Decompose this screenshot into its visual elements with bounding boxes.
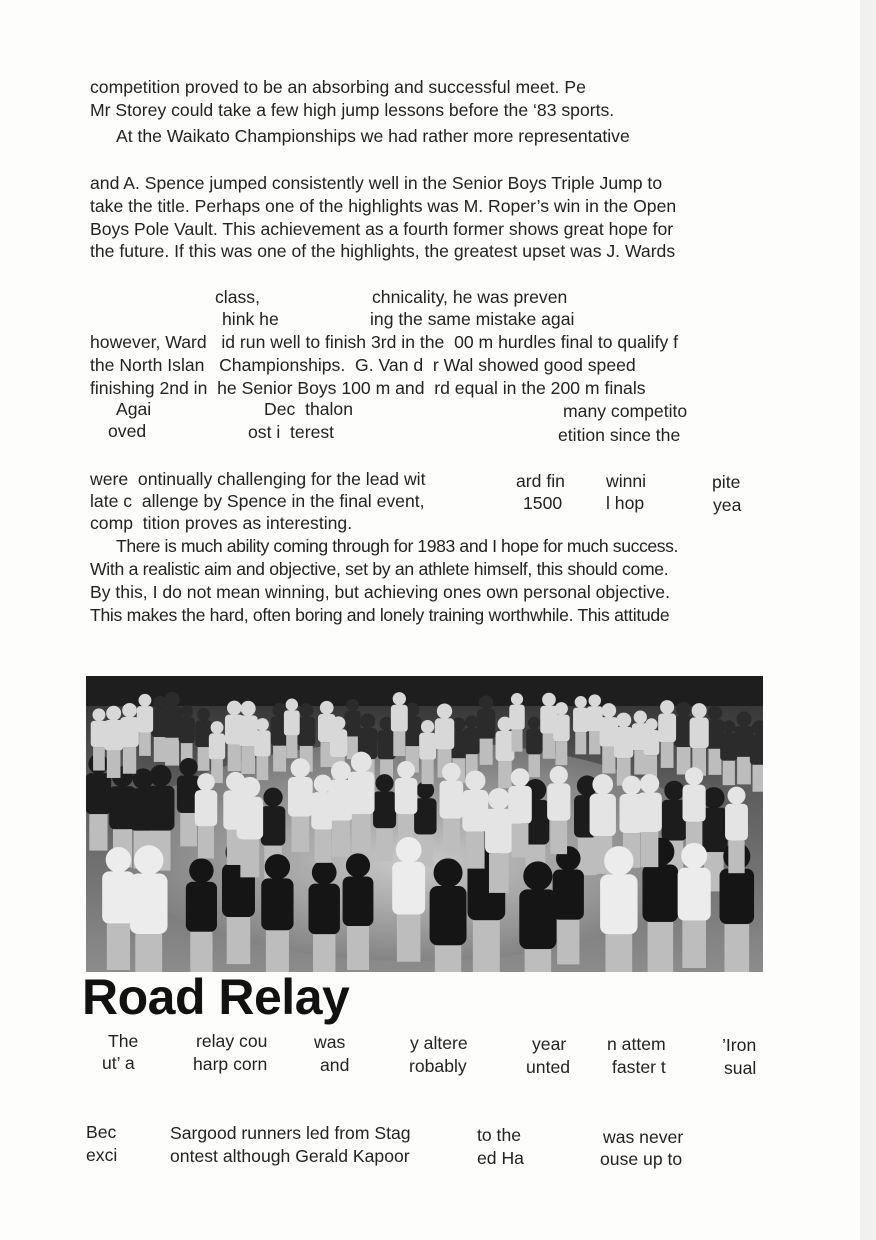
text-line: and A. Spence jumped consistently well in the Senior Boys Triple Jump to bbox=[90, 173, 663, 193]
text-fragment: ard fin bbox=[516, 471, 565, 491]
text-line: This makes the hard, often boring and lonely training worthwhile. This attitude bbox=[90, 605, 670, 625]
text-fragment: ouse up to bbox=[600, 1149, 683, 1169]
text-line: the North Islan Championships. G. Van d r Wal showed good speed bbox=[90, 355, 636, 375]
text-line: the future. If this was one of the highlights, the greatest upset was J. Wards bbox=[90, 241, 676, 261]
text-fragment: 1500 bbox=[523, 493, 563, 513]
text-fragment: and bbox=[320, 1055, 350, 1075]
section-heading: Road Relay bbox=[82, 969, 350, 1025]
text-fragment: y altere bbox=[410, 1033, 468, 1053]
text-fragment: year bbox=[532, 1034, 567, 1054]
text-fragment: etition since the bbox=[558, 425, 681, 445]
text-fragment: Agai bbox=[116, 399, 152, 419]
text-fragment: Bec bbox=[86, 1122, 117, 1142]
text-line: however, Ward id run well to finish 3rd in the 00 m hurdles final to qualify f bbox=[90, 332, 679, 352]
text-fragment: ost i terest bbox=[248, 422, 335, 442]
text-fragment: pite bbox=[712, 472, 741, 492]
text-fragment: ed Ha bbox=[477, 1148, 524, 1168]
text-line: Mr Storey could take a few high jump lessons before the ‘83 sports. bbox=[90, 100, 615, 120]
text-line: competition proved to be an absorbing and successful meet. Pe bbox=[90, 77, 586, 97]
text-line: finishing 2nd in he Senior Boys 100 m and rd equal in the 200 m finals bbox=[90, 378, 646, 398]
text-fragment: ’Iron bbox=[722, 1035, 757, 1055]
text-fragment: sual bbox=[724, 1058, 757, 1078]
text-fragment: Dec thalon bbox=[264, 399, 353, 419]
text-fragment: was bbox=[314, 1032, 346, 1052]
text-line: With a realistic aim and objective, set by an athlete himself, this should come. bbox=[90, 559, 669, 579]
page-edge-shadow bbox=[860, 0, 876, 1240]
text-line: Boys Pole Vault. This achievement as a fourth former shows great hope for bbox=[90, 219, 674, 239]
text-fragment: exci bbox=[86, 1145, 118, 1165]
text-fragment: l hop bbox=[606, 493, 645, 513]
text-fragment: ut’ a bbox=[102, 1053, 135, 1073]
text-line: By this, I do not mean winning, but achieving ones own personal objective. bbox=[90, 582, 670, 602]
text-fragment: n attem bbox=[607, 1034, 666, 1054]
text-fragment: The bbox=[108, 1031, 139, 1051]
text-fragment: harp corn bbox=[193, 1054, 268, 1074]
text-fragment: to the bbox=[477, 1125, 522, 1145]
text-fragment: unted bbox=[526, 1057, 571, 1077]
text-line: At the Waikato Championships we had rather more representative bbox=[116, 126, 630, 146]
text-fragment: comp tition proves as interesting. bbox=[90, 513, 353, 533]
text-fragment: hink he bbox=[222, 309, 279, 329]
text-fragment: winni bbox=[606, 471, 647, 491]
text-fragment: relay cou bbox=[196, 1031, 268, 1051]
text-fragment: ontest although Gerald Kapoor bbox=[170, 1146, 410, 1166]
text-fragment: ing the same mistake agai bbox=[370, 309, 575, 329]
text-fragment: Sargood runners led from Stag bbox=[170, 1123, 411, 1143]
text-fragment: robably bbox=[409, 1056, 467, 1076]
text-fragment: oved bbox=[108, 421, 147, 441]
text-line: take the title. Perhaps one of the highlights was M. Roper’s win in the Open bbox=[90, 196, 677, 216]
text-fragment: yea bbox=[713, 495, 742, 515]
text-fragment: were ontinually challenging for the lead wit bbox=[90, 469, 426, 489]
text-fragment: many competito bbox=[563, 401, 688, 421]
text-fragment: class, bbox=[215, 287, 260, 307]
text-fragment: chnicality, he was preven bbox=[372, 287, 568, 307]
text-fragment: late c allenge by Spence in the final event, bbox=[90, 491, 425, 511]
text-line: There is much ability coming through for 1983 and I hope for much success. bbox=[116, 536, 679, 556]
text-fragment: faster t bbox=[612, 1057, 666, 1077]
text-fragment: was never bbox=[603, 1127, 684, 1147]
crowd-of-athletes-photo bbox=[86, 676, 763, 972]
